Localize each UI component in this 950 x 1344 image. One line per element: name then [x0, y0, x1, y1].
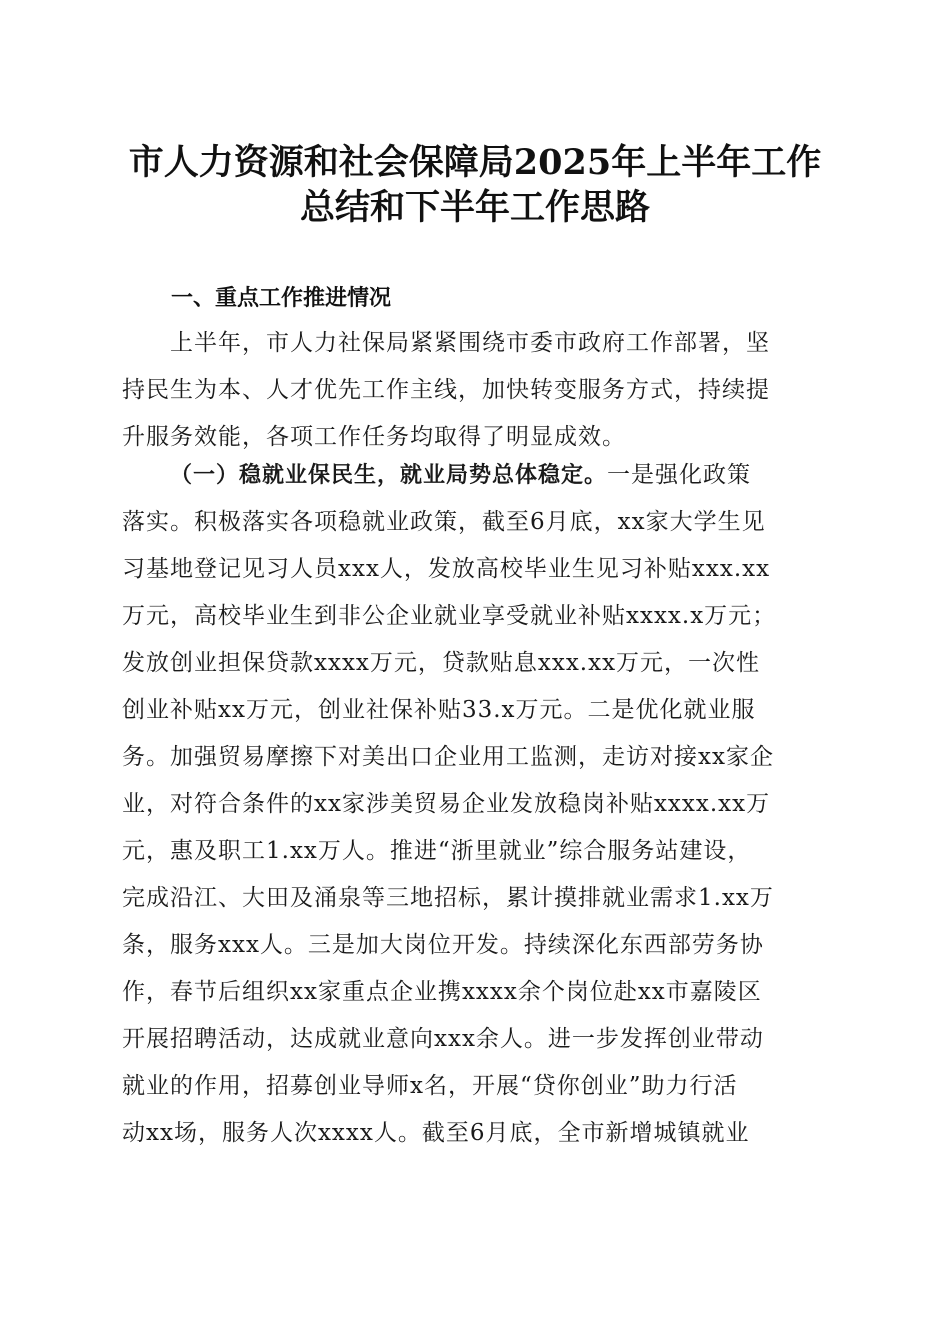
paragraph-line: 万元，高校毕业生到非公企业就业享受就业补贴xxxx.x万元；: [122, 603, 777, 629]
paragraph-line: 习基地登记见习人员xxx人，发放高校毕业生见习补贴xxx.xx: [122, 556, 771, 582]
employment-paragraph: [122, 452, 828, 1157]
title-line-1: 市人力资源和社会保障局2025年上半年工作: [128, 142, 822, 183]
paragraph-line: 业，对符合条件的xx家涉美贸易企业发放稳岗补贴xxxx.xx万: [122, 791, 771, 817]
paragraph-line: 发放创业担保贷款xxxx万元，贷款贴息xxx.xx万元，一次性: [122, 650, 761, 676]
paragraph-line: 持民生为本、人才优先工作主线，加快转变服务方式，持续提: [122, 377, 770, 403]
paragraph-line: 升服务效能，各项工作任务均取得了明显成效。: [122, 424, 626, 450]
title-line-2: 总结和下半年工作思路: [299, 187, 650, 228]
paragraph-line: 创业补贴xx万元，创业社保补贴33.x万元。二是优化就业服: [122, 697, 756, 723]
section-heading: 一、重点工作推进情况: [171, 286, 392, 311]
paragraph-line: 动xx场，服务人次xxxx人。截至6月底，全市新增城镇就业: [122, 1120, 750, 1146]
intro-paragraph: [122, 320, 828, 461]
paragraph-line: 条，服务xxx人。三是加大岗位开发。持续深化东西部劳务协: [122, 932, 764, 958]
paragraph-line: 完成沿江、大田及涌泉等三地招标，累计摸排就业需求1.xx万: [122, 885, 774, 911]
paragraph-line: 落实。积极落实各项稳就业政策，截至6月底，xx家大学生见: [122, 509, 766, 535]
paragraph-line: 上半年，市人力社保局紧紧围绕市委市政府工作部署，坚: [170, 330, 770, 356]
paragraph-line-rest: 一是强化政策: [607, 462, 752, 488]
paragraph-line: 就业的作用，招募创业导师x名，开展“贷你创业”助力行活: [122, 1073, 738, 1099]
paragraph-first-line: [122, 452, 828, 499]
subsection-lead: （一）稳就业保民生，就业局势总体稳定。: [170, 463, 608, 488]
paragraph-line: 作，春节后组织xx家重点企业携xxxx余个岗位赴xx市嘉陵区: [122, 979, 762, 1005]
paragraph-line: 开展招聘活动，达成就业意向xxx余人。进一步发挥创业带动: [122, 1026, 764, 1052]
document-title: [100, 140, 850, 230]
paragraph-line: 元，惠及职工1.xx万人。推进“浙里就业”综合服务站建设，: [122, 838, 752, 864]
paragraph-line: 务。加强贸易摩擦下对美出口企业用工监测，走访对接xx家企: [122, 744, 774, 770]
